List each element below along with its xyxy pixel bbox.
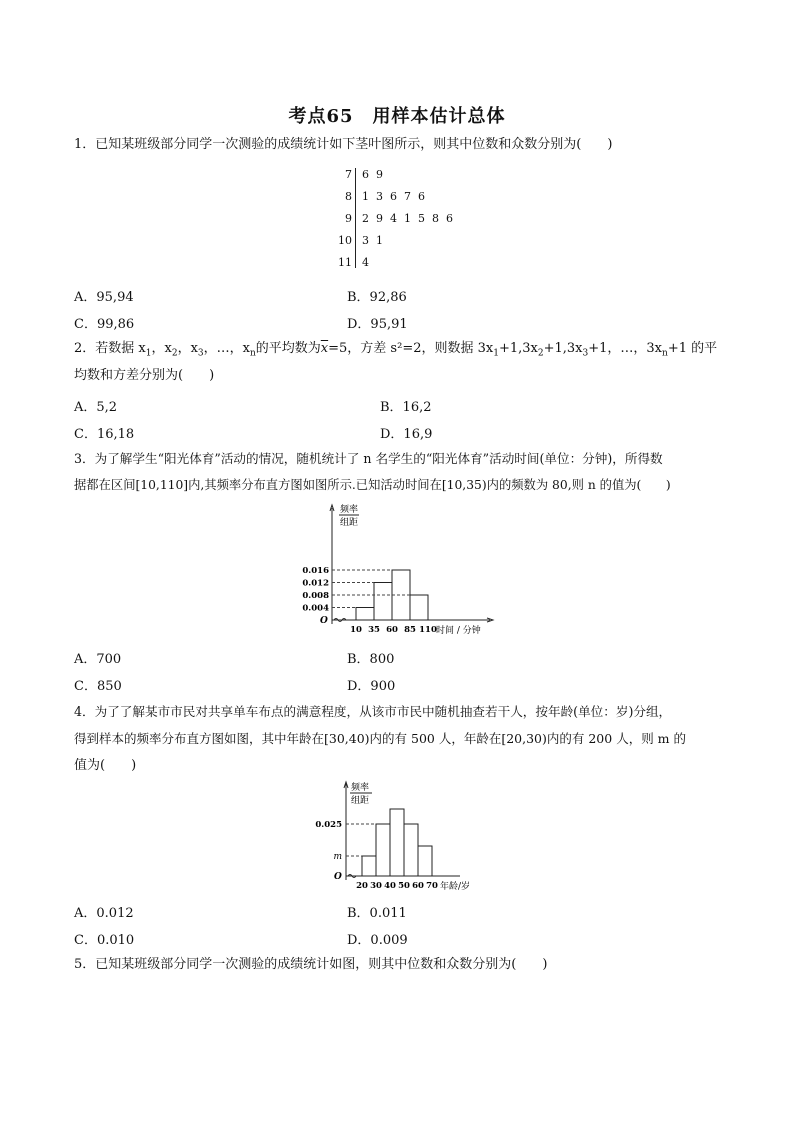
leaf-values: 4 — [362, 256, 369, 269]
leaf-values: 2 9 4 1 5 8 6 — [362, 212, 453, 225]
q1-option-a[interactable]: A．95,94 — [74, 290, 134, 305]
x-tick-label: 10 — [350, 625, 362, 635]
y-label-top: 频率 — [351, 783, 370, 793]
q4-option-c[interactable]: C．0.010 — [74, 933, 135, 948]
origin-label: O — [320, 616, 328, 626]
histogram-bar — [362, 856, 376, 876]
x-tick-label: 70 — [426, 881, 438, 891]
question-5: 5．已知某班级部分同学一次测验的成绩统计如图，则其中位数和众数分别为( ) — [74, 957, 548, 972]
x-tick-label: 85 — [404, 625, 416, 635]
origin-label: O — [334, 872, 342, 882]
question-2-line-1: 2．若数据 $x_1$，$x_2$，$x_3$，…，$x_n$的平均数为$\overline{x}=5$，方差 s²=2，则数据 $3x_1+1,3x_2+1,3x_3+1$，…，$3x_n+1$ 的平 — [74, 341, 718, 359]
question-3-line-1: 3．为了解学生“阳光体育”活动的情况，随机统计了 n 名学生的“阳光体育”活动时间(单位：分钟)，所得数 — [74, 451, 663, 466]
question-3-line-2: 据都在区间[10,110]内,其频率分布直方图如图所示.已知活动时间在[10,35)内的频数为 80,则 n 的值为( ) — [74, 478, 671, 492]
stem-value: 9 — [345, 212, 352, 225]
q3-option-c[interactable]: C．850 — [74, 679, 122, 694]
x-tick-label: 60 — [412, 881, 424, 891]
x-tick-label: 30 — [370, 881, 382, 891]
q4-option-a[interactable]: A．0.012 — [74, 906, 134, 921]
leaf-values: 1 3 6 7 6 — [362, 190, 425, 203]
question-4-line-2: 得到样本的频率分布直方图如图，其中年龄在[30,40)内的有 500 人，年龄在[20,30)内的有 200 人，则 m 的 — [74, 731, 686, 746]
stem-leaf-divider — [355, 168, 356, 268]
question-1: 1．已知某班级部分同学一次测验的成绩统计如下茎叶图所示，则其中位数和众数分别为( ) — [74, 137, 613, 152]
y-tick-label: 0.012 — [302, 578, 329, 589]
histogram-q4 — [300, 780, 500, 892]
y-tick-label: m — [333, 852, 342, 862]
q3-option-a[interactable]: A．700 — [74, 652, 122, 667]
y-tick-label: 0.016 — [302, 566, 329, 576]
histogram-q3 — [290, 500, 510, 642]
q3-option-b[interactable]: B．800 — [347, 652, 395, 667]
q2-option-a[interactable]: A．5,2 — [74, 400, 118, 415]
x-axis-label: 时间 / 分钟 — [436, 626, 481, 636]
histogram-bar — [376, 824, 390, 876]
q3-option-d[interactable]: D．900 — [347, 679, 396, 694]
x-tick-label: 50 — [398, 881, 410, 891]
stem-value: 7 — [345, 168, 352, 181]
y-tick-label: 0.004 — [302, 603, 329, 614]
question-2-line-2: 均数和方差分别为( ) — [74, 368, 215, 383]
q2-option-b[interactable]: B．16,2 — [380, 400, 432, 415]
y-tick-label: 0.025 — [315, 820, 342, 830]
x-tick-label: 35 — [368, 625, 380, 635]
q4-option-b[interactable]: B．0.011 — [347, 906, 407, 921]
q1-option-b[interactable]: B．92,86 — [347, 290, 407, 305]
x-tick-label: 60 — [386, 625, 398, 635]
stem-value: 11 — [338, 256, 352, 269]
x-axis-label: 年龄/岁 — [440, 882, 471, 892]
y-label-top: 频率 — [340, 505, 359, 515]
q2-option-c[interactable]: C．16,18 — [74, 427, 135, 442]
x-tick-label: 40 — [384, 881, 396, 891]
q1-option-c[interactable]: C．99,86 — [74, 317, 135, 332]
x-tick-label: 20 — [356, 881, 368, 891]
x-tick-label: 110 — [419, 625, 437, 635]
y-label-bottom: 组距 — [351, 796, 370, 806]
y-tick-label: 0.008 — [302, 591, 329, 601]
leaf-values: 6 9 — [362, 168, 383, 181]
q4-option-d[interactable]: D．0.009 — [347, 933, 408, 948]
histogram-bar — [418, 846, 432, 876]
y-label-bottom: 组距 — [340, 518, 359, 528]
histogram-bar — [410, 595, 428, 620]
q1-option-d[interactable]: D．95,91 — [347, 317, 408, 332]
question-4-line-3: 值为( ) — [74, 758, 137, 773]
q2-option-d[interactable]: D．16,9 — [380, 427, 433, 442]
histogram-bar — [390, 809, 404, 876]
x-bar-symbol: $\overline{x}$ — [320, 341, 329, 356]
stem-value: 10 — [338, 234, 352, 247]
histogram-bar — [374, 583, 392, 621]
stem-leaf-plot — [330, 166, 470, 272]
histogram-bar — [356, 608, 374, 621]
leaf-values: 3 1 — [362, 234, 383, 247]
question-4-line-1: 4．为了了解某市市民对共享单车布点的满意程度，从该市市民中随机抽查若干人，按年龄(单位：岁)分组， — [74, 704, 672, 719]
page-title: 考点65 用样本估计总体 — [288, 106, 506, 127]
histogram-bar — [404, 824, 418, 876]
stem-value: 8 — [345, 190, 352, 203]
